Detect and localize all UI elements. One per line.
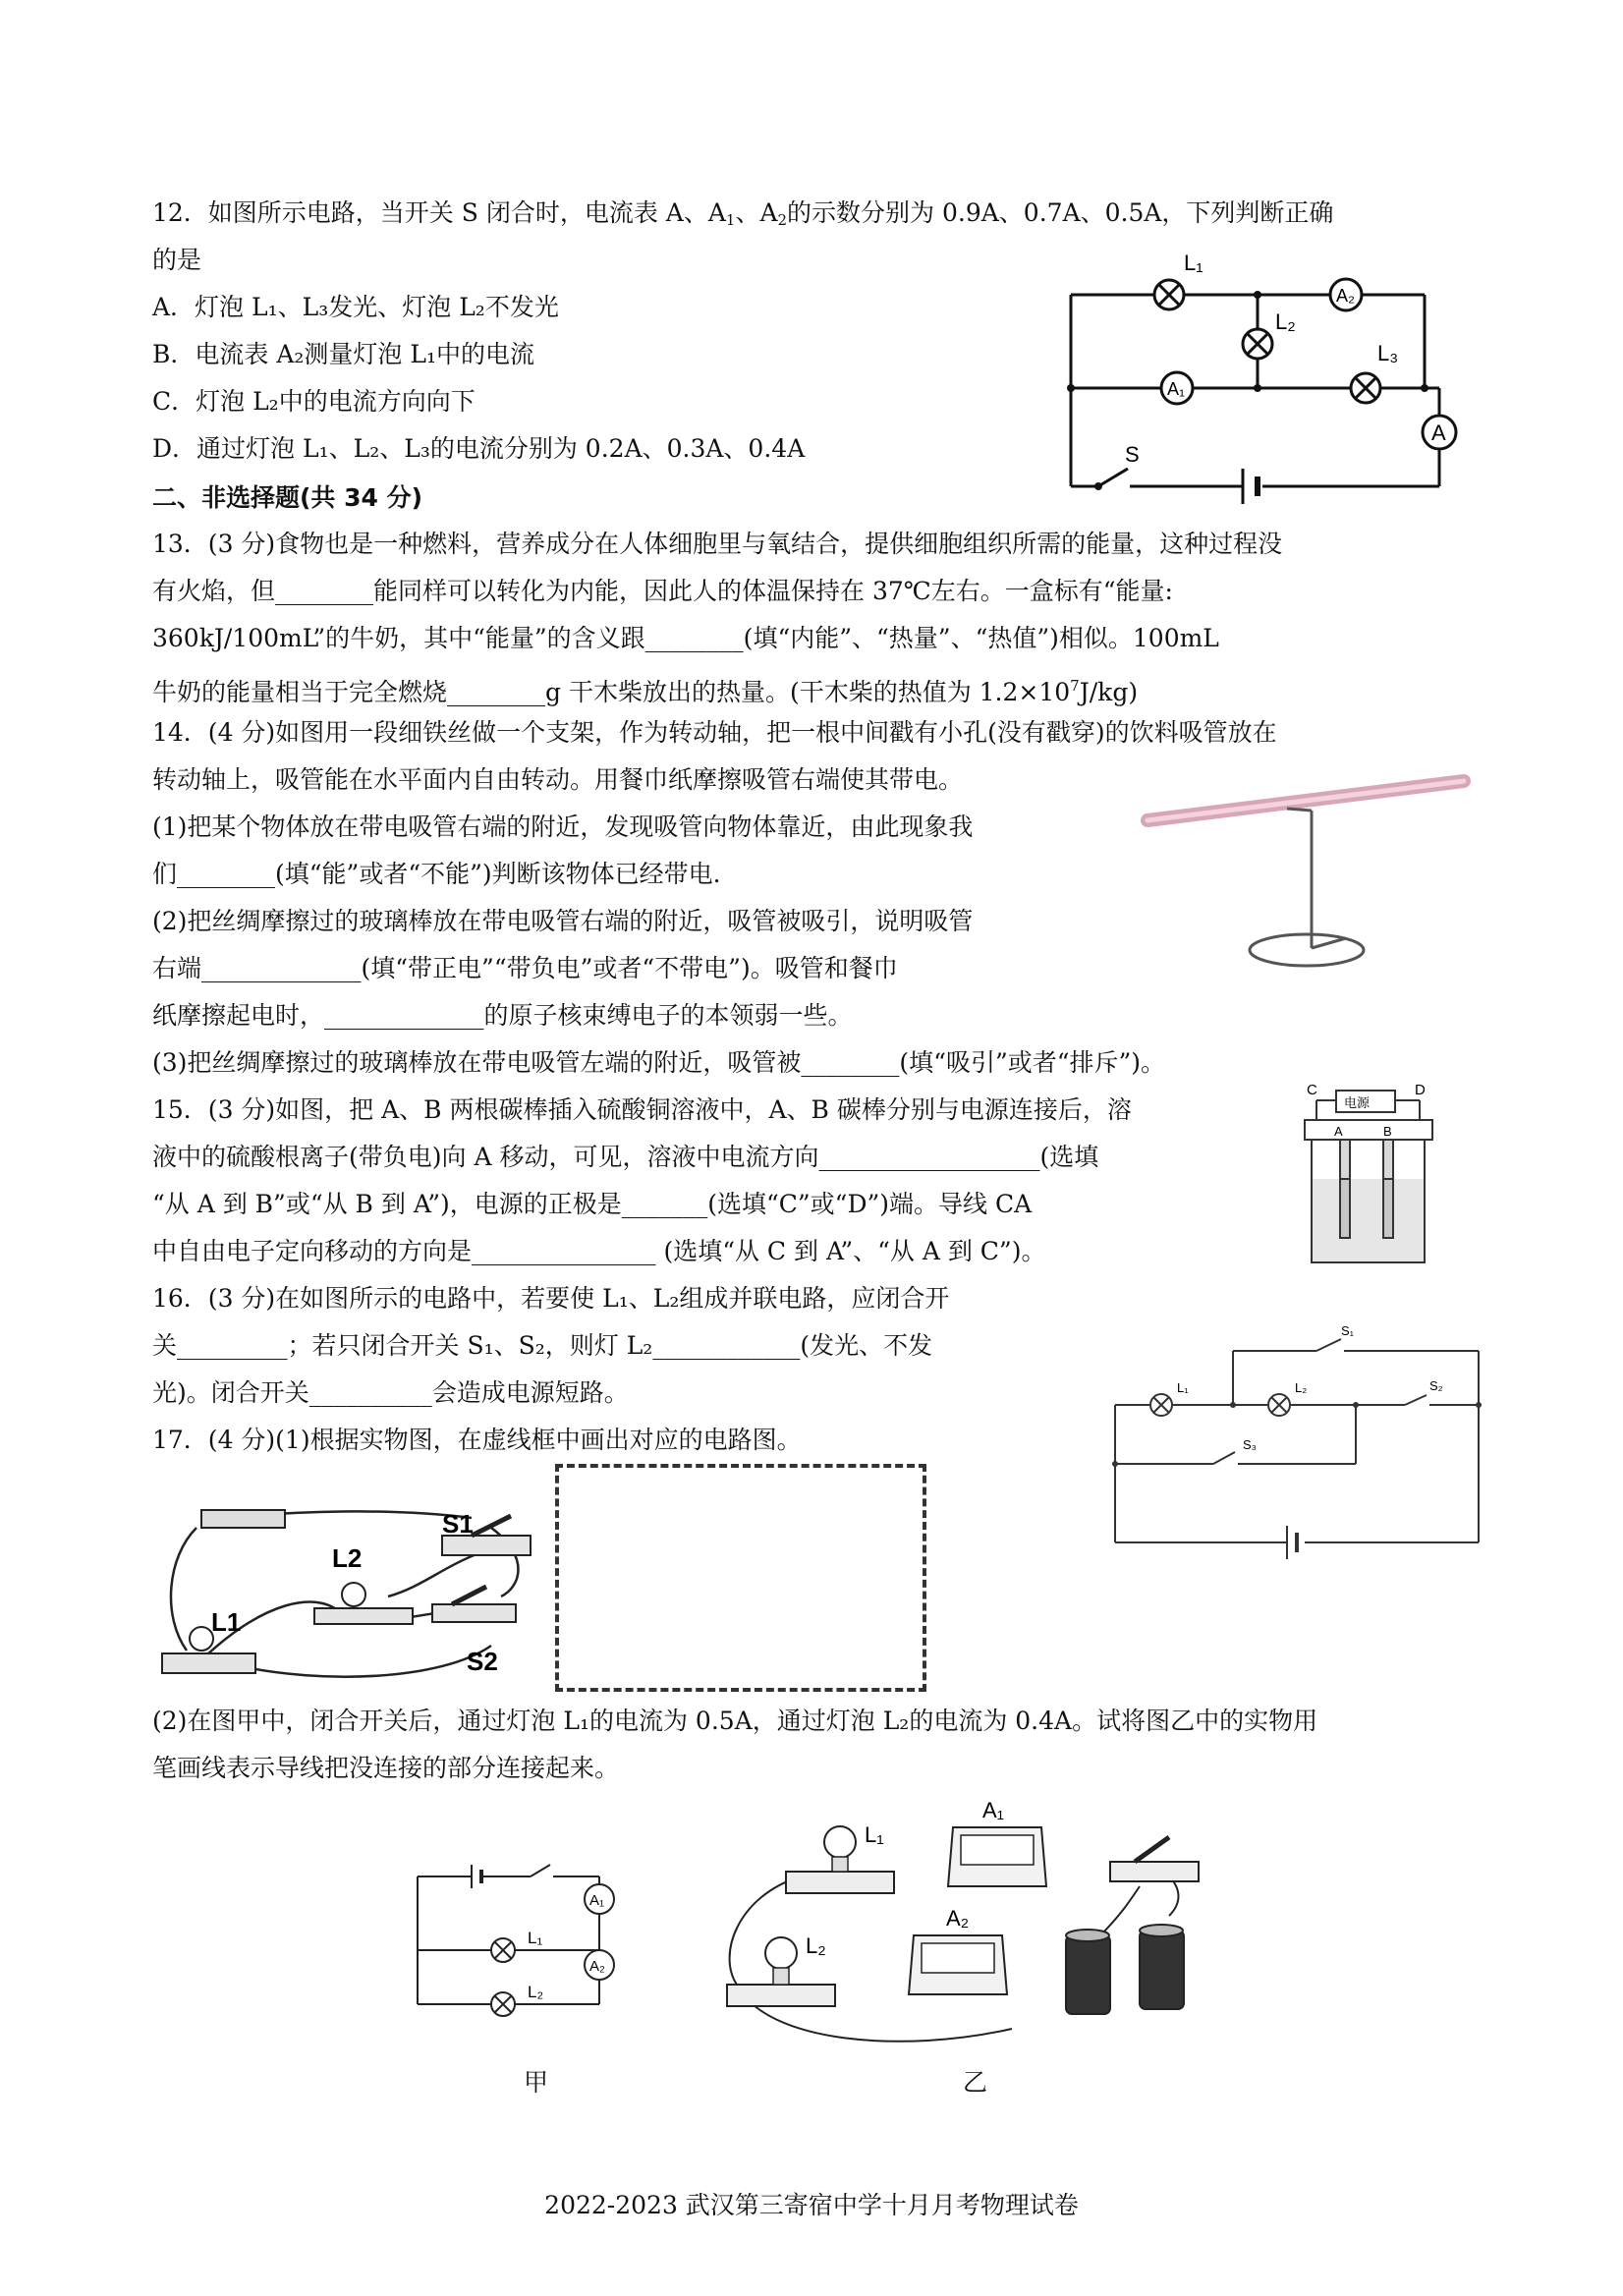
q16-label-l1: L₁: [1177, 1380, 1189, 1395]
q15-label-b: B: [1383, 1124, 1392, 1139]
q14-line7: 纸摩擦起电时，_____________的原子核束缚电子的本领弱一些。: [152, 1001, 853, 1030]
q12-stem-line1: 12．如图所示电路，当开关 S 闭合时，电流表 A、$A_1$、$A_2$的示数分别为 0.9A、0.7A、0.5A，下列判断正确: [152, 198, 1334, 229]
q12-label-s: S: [1125, 442, 1140, 467]
q15-electrolysis-figure: [1297, 1081, 1444, 1267]
q17-line2: (2)在图甲中，闭合开关后，通过灯泡 L₁的电流为 0.5A，通过灯泡 L₂的电流为 0.4A。试将图乙中的实物用: [152, 1707, 1318, 1735]
q13-line2: 有火焰，但________能同样可以转化为内能，因此人的体温保持在 37℃左右。一盒标有“能量:: [152, 577, 1173, 605]
q16-line3: 光)。闭合开关__________会造成电源短路。: [152, 1378, 629, 1407]
q14-line6: 右端_____________(填“带正电”“带负电”或者“不带电”)。吸管和餐巾: [152, 954, 898, 982]
q14-line1: 14．(4 分)如图用一段细铁丝做一个支架，作为转动轴，把一根中间戳有小孔(没有戳穿)的饮料吸管放在: [152, 718, 1277, 747]
q13-line4: 牛奶的能量相当于完全燃烧________g 干木柴放出的热量。(干木柴的热值为 $1.2\times 10^7J/kg$): [152, 677, 1139, 706]
q16-line2: 关_________；若只闭合开关 S₁、S₂，则灯 L₂____________(发光、不发: [152, 1331, 933, 1360]
q16-label-s3: S₃: [1243, 1437, 1257, 1452]
q12-label-l1: L₁: [1184, 251, 1203, 275]
q17-line3: 笔画线表示导线把没连接的部分连接起来。: [152, 1754, 620, 1782]
q16-label-s2: S₂: [1429, 1378, 1443, 1393]
q12-option-d: D．通过灯泡 L₁、L₂、L₃的电流分别为 0.2A、0.3A、0.4A: [152, 434, 806, 463]
q12-label-l2: L₂: [1275, 309, 1296, 334]
q15-label-d: D: [1415, 1082, 1426, 1098]
q12-option-c: C．灯泡 L₂中的电流方向向下: [152, 387, 476, 416]
q12-label-a: A: [1431, 420, 1446, 445]
q15-label-c: C: [1307, 1082, 1317, 1098]
q17-label-l2: L2: [332, 1543, 363, 1573]
q17-line1: 17．(4 分)(1)根据实物图，在虚线框中画出对应的电路图。: [152, 1426, 802, 1454]
q17-figure-label-yi: 乙: [963, 2068, 988, 2097]
q14-line5: (2)把丝绸摩擦过的玻璃棒放在带电吸管右端的附近，吸管被吸引，说明吸管: [152, 907, 974, 935]
q14-straw-stand-figure: [1140, 771, 1474, 968]
q15-line1: 15．(3 分)如图，把 A、B 两根碳棒插入硫酸铜溶液中，A、B 碳棒分别与电源连接后，溶: [152, 1095, 1132, 1124]
section-2-heading: 二、非选择题(共 34 分): [152, 483, 423, 512]
q12-circuit-diagram: [1061, 251, 1474, 486]
q12-label-a1: A₁: [1167, 379, 1186, 399]
q12-label-a2: A₂: [1336, 286, 1355, 306]
q17-yi-label-l2: L₂: [806, 1933, 826, 1958]
q12-label-l3: L₃: [1377, 341, 1399, 365]
q14-line4: 们________(填“能”或者“不能”)判断该物体已经带电.: [152, 860, 721, 888]
q13-line1: 13．(3 分)食物也是一种燃料，营养成分在人体细胞里与氧结合，提供细胞组织所需的能量，这种过程没: [152, 530, 1283, 558]
q17-answer-box[interactable]: [555, 1464, 926, 1692]
q17-jia-label-a1: A₁: [589, 1892, 605, 1909]
q17-yi-label-l1: L₁: [865, 1822, 884, 1847]
q13-line3: 360kJ/100mL”的牛奶，其中“能量”的含义跟________(填“内能”、“热量”、“热值”)相似。100mL: [152, 624, 1219, 652]
q17-physical-circuit-yi: [707, 1788, 1218, 2053]
q15-line4: 中自由电子定向移动的方向是_______________ (选填“从 C 到 A”、“从 A 到 C”)。: [152, 1237, 1046, 1265]
q17-label-l1: L1: [211, 1607, 242, 1637]
q15-line2: 液中的硫酸根离子(带负电)向 A 移动，可见，溶液中电流方向__________________(选填: [152, 1143, 1099, 1171]
q16-label-l2: L₂: [1295, 1380, 1308, 1395]
q17-jia-label-l2: L₂: [528, 1983, 544, 2001]
q15-line3: “从 A 到 B”或“从 B 到 A”)，电源的正极是_______(选填“C”或“D”)端。导线 CA: [152, 1190, 1033, 1218]
q14-line3: (1)把某个物体放在带电吸管右端的附近，发现吸管向物体靠近，由此现象我: [152, 812, 974, 841]
q17-label-s2: S2: [467, 1647, 498, 1676]
q17-figure-label-jia: 甲: [524, 2068, 549, 2097]
q17-yi-label-a2: A₂: [946, 1906, 970, 1931]
q16-label-s1: S₁: [1341, 1323, 1355, 1338]
q17-jia-label-a2: A₂: [589, 1958, 605, 1975]
q12-option-b: B．电流表 A₂测量灯泡 L₁中的电流: [152, 340, 534, 368]
q12-stem-line2: 的是: [152, 246, 202, 274]
q16-circuit-diagram: [1110, 1321, 1483, 1557]
q17-jia-label-l1: L₁: [528, 1929, 543, 1947]
q14-line2: 转动轴上，吸管能在水平面内自由转动。用餐巾纸摩擦吸管右端使其带电。: [152, 765, 964, 794]
q17-label-s1: S1: [442, 1509, 474, 1539]
q17-yi-label-a1: A₁: [982, 1798, 1005, 1822]
page-footer: 2022-2023 武汉第三寄宿中学十月月考物理试卷: [544, 2191, 1079, 2219]
q15-label-a: A: [1334, 1124, 1343, 1139]
q15-label-power: 电源: [1344, 1095, 1371, 1110]
q14-line8: (3)把丝绸摩擦过的玻璃棒放在带电吸管左端的附近，吸管被________(填“吸引”或者“排斥”)。: [152, 1048, 1166, 1077]
q12-option-a: A．灯泡 L₁、L₃发光、灯泡 L₂不发光: [152, 293, 559, 321]
q17-physical-circuit-1: [147, 1498, 560, 1705]
q17-circuit-jia: [408, 1857, 644, 2034]
q16-line1: 16．(3 分)在如图所示的电路中，若要使 L₁、L₂组成并联电路，应闭合开: [152, 1284, 950, 1313]
